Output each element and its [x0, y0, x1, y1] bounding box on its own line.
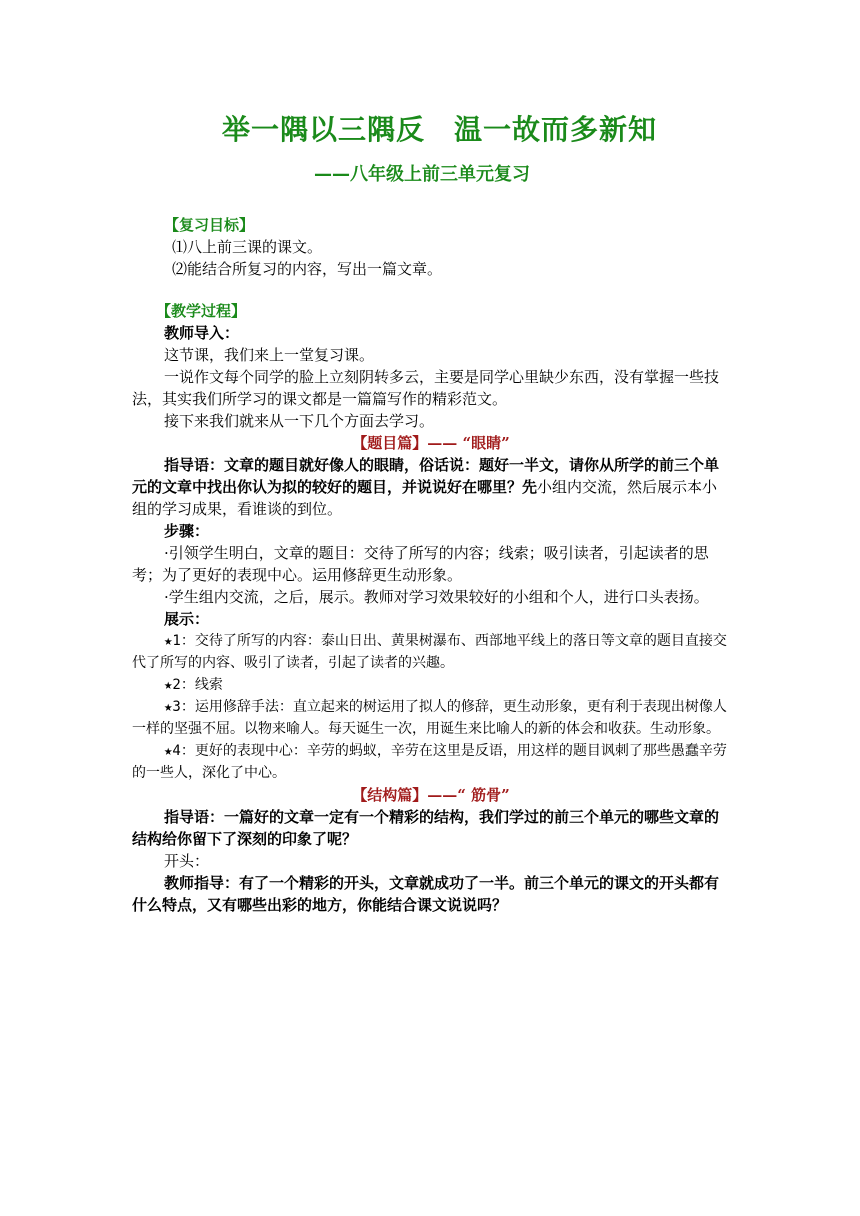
- title-guide-bold: 指导语：文章的题目就好像人的眼睛，俗话说：题好一半文，请你从所学的前三个单元的文章中找出你认为拟的较好的题目，并说说好在哪里？先: [132, 456, 720, 496]
- intro-label: 教师导入：: [164, 324, 240, 342]
- steps-label: 步骤：: [164, 522, 210, 540]
- show-item: ★3：运用修辞手法：直立起来的树运用了拟人的修辞，更生动形象，更有利于表现出树像人一样的坚强不屈。以物来喻人。每天诞生一次，用诞生来比喻人的新的体会和收获。生动形象。: [132, 699, 727, 737]
- structure-guide: 指导语：一篇好的文章一定有一个精彩的结构，我们学过的前三个单元的哪些文章的结构给你留下了深刻的印象了呢？: [132, 808, 720, 848]
- intro-paragraph: 这节课，我们来上一堂复习课。: [164, 346, 375, 364]
- process-heading: 【教学过程】: [156, 302, 247, 320]
- show-item: ★1：交待了所写的内容：泰山日出、黄果树瀑布、西部地平线上的落日等文章的题目直接交代了所写的内容、吸引了读者，引起了读者的兴趣。: [132, 633, 727, 671]
- title-guide: [132, 454, 730, 520]
- objectives-heading: 【复习目标】: [164, 216, 255, 234]
- structure-section-heading: 【结构篇】——“ 筋骨”: [352, 786, 510, 804]
- objective-item: ⑴八上前三课的课文。: [172, 238, 323, 256]
- step-item: ·引领学生明白，文章的题目：交待了所写的内容；线索；吸引读者，引起读者的思考；为了更好的表现中心。运用修辞更生动形象。: [132, 544, 709, 584]
- document-subtitle: ——八年级上前三单元复习: [314, 164, 530, 185]
- show-item: ★4：更好的表现中心：辛劳的蚂蚁，辛劳在这里是反语，用这样的题目讽刺了那些愚蠢辛劳的一些人，深化了中心。: [132, 743, 727, 781]
- intro-paragraph: 一说作文每个同学的脸上立刻阴转多云，主要是同学心里缺少东西，没有掌握一些技法，其实我们所学习的课文都是一篇篇写作的精彩范文。: [132, 368, 720, 408]
- document-title: 举一隅以三隅反 温一故而多新知: [222, 113, 658, 146]
- opening-label: 开头：: [164, 852, 210, 870]
- intro-paragraph: 接下来我们就来从一下几个方面去学习。: [164, 412, 435, 430]
- title-guide-rest: 小组内交流，然后展示本小组的学习成果，看谁谈的到位。: [132, 478, 718, 518]
- teacher-guide: 教师指导：有了一个精彩的开头，文章就成功了一半。前三个单元的课文的开头都有什么特点，又有哪些出彩的地方，你能结合课文说说吗？: [132, 874, 720, 914]
- show-label: 展示：: [164, 610, 210, 628]
- objective-item: ⑵能结合所复习的内容，写出一篇文章。: [172, 260, 443, 278]
- document-body: [132, 214, 730, 916]
- step-item: ·学生组内交流，之后，展示。教师对学习效果较好的小组和个人，进行口头表扬。: [164, 588, 709, 606]
- show-item: ★2：线索: [164, 677, 223, 693]
- title-section-heading: 【题目篇】—— “眼睛”: [352, 434, 510, 452]
